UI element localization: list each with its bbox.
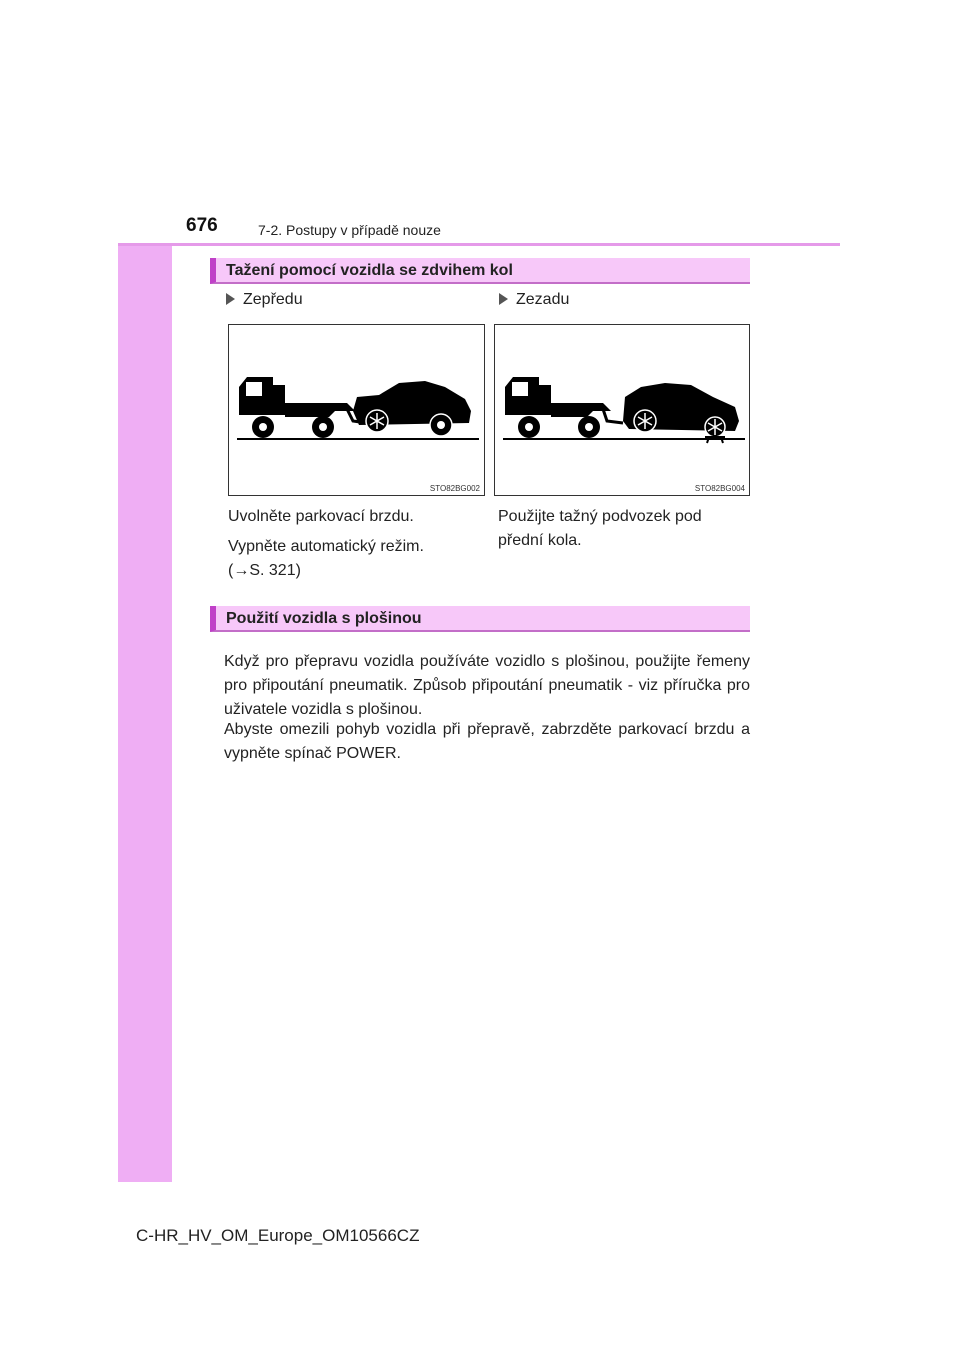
figure-front-towing	[228, 324, 485, 496]
caption-front-line1: Uvolněte parkovací brzdu.	[228, 508, 414, 525]
figure-code: STO82BG002	[429, 484, 480, 493]
label-rear	[499, 291, 569, 309]
footer-doc-code: C-HR_HV_OM_Europe_OM10566CZ	[136, 1226, 420, 1245]
page-number: 676	[186, 215, 218, 236]
figure-code: STO82BG004	[694, 484, 745, 493]
caption-front	[228, 505, 478, 583]
label-rear-text: Zezadu	[516, 291, 570, 308]
side-tab-bar	[118, 176, 172, 1182]
paragraph-flatbed-brake: Abyste omezili pohyb vozidla při přepravě, zabrzděte parkovací brzdu a vypněte spínač POWER.	[224, 721, 750, 762]
tow-truck-front-illustration	[229, 325, 484, 495]
section-heading-wheel-lift: Tažení pomocí vozidla se zdvihem kol	[210, 258, 750, 284]
header-rule	[118, 243, 840, 246]
label-front	[226, 291, 303, 309]
caption-front-line3: (→S. 321)	[228, 562, 301, 579]
label-front-text: Zepředu	[243, 291, 303, 308]
arrow-right-icon	[226, 293, 235, 305]
tow-truck-rear-illustration	[495, 325, 749, 495]
caption-front-line2: Vypněte automatický režim.	[228, 538, 424, 555]
chapter-title: 7-2. Postupy v případě nouze	[258, 222, 441, 238]
arrow-right-icon	[499, 293, 508, 305]
paragraph-flatbed-straps: Když pro přepravu vozidla používáte vozidlo s plošinou, použijte řemeny pro připoutání pneumatik. Způsob připoutání pneumatik - viz příručka pro uživatele vozidla s plošinou.	[224, 653, 750, 718]
section-heading-flatbed: Použití vozidla s plošinou	[210, 606, 750, 632]
figure-rear-towing	[494, 324, 750, 496]
header-band	[118, 176, 840, 243]
caption-rear: Použijte tažný podvozek pod přední kola.	[498, 508, 702, 549]
